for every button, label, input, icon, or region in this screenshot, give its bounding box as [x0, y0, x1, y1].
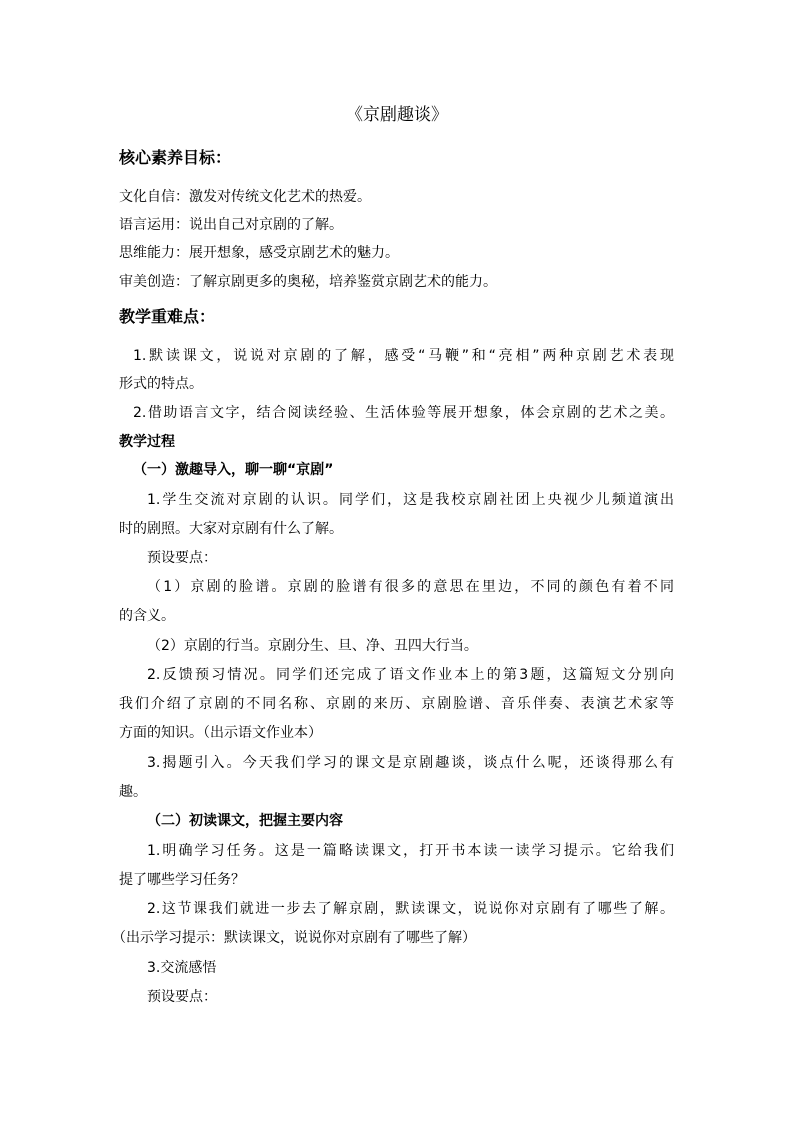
section-heading: （二）初读课文，把握主要内容	[147, 813, 343, 829]
core-goal-item: 思维能力：展开想象，感受京剧艺术的魅力。	[119, 245, 399, 261]
key-point-line: 2.借助语言文字，结合阅读经验、生活体验等展开想象，体会京剧的艺术之美。	[133, 405, 674, 421]
core-goals-heading: 核心素养目标：	[119, 148, 232, 167]
paragraph-line: 3.揭题引入。今天我们学习的课文是京剧趣谈，谈点什么呢，还谈得那么有	[147, 755, 674, 771]
key-point-line: 1.默读课文，说说对京剧的了解，感受“马鞭”和“亮相”两种京剧艺术表现	[133, 348, 674, 364]
section-heading: （一）激趣导入，聊一聊“京剧”	[133, 462, 334, 478]
core-goal-item: 文化自信：激发对传统文化艺术的热爱。	[119, 189, 371, 205]
paragraph-line: 的含义。	[119, 608, 175, 624]
paragraph-line: 我们介绍了京剧的不同名称、京剧的来历、京剧脸谱、音乐伴奏、表演艺术家等	[119, 696, 674, 712]
paragraph-line: 提了哪些学习任务？	[119, 872, 245, 888]
paragraph-line: 2.这节课我们就进一步去了解京剧，默读课文，说说你对京剧有了哪些了解。	[147, 901, 674, 917]
paragraph-line: 方面的知识。（出示语文作业本）	[119, 725, 322, 741]
paragraph-line: 预设要点：	[147, 989, 217, 1005]
paragraph-line: 预设要点：	[147, 550, 217, 566]
paragraph-line: 1.学生交流对京剧的认识。同学们，这是我校京剧社团上央视少儿频道演出	[147, 492, 674, 508]
key-points-heading: 教学重难点：	[119, 307, 216, 326]
paragraph-line: （1）京剧的脸谱。京剧的脸谱有很多的意思在里边，不同的颜色有着不同	[147, 579, 674, 595]
paragraph-line: 时的剧照。大家对京剧有什么了解。	[119, 521, 343, 537]
paragraph-line: 1.明确学习任务。这是一篇略读课文，打开书本读一读学习提示。它给我们	[147, 843, 674, 859]
core-goal-item: 审美创造：了解京剧更多的奥秘，培养鉴赏京剧艺术的能力。	[119, 274, 497, 290]
paragraph-line: 趣。	[119, 784, 147, 800]
paragraph-line: （2）京剧的行当。京剧分生、旦、净、丑四大行当。	[147, 638, 478, 654]
process-heading: 教学过程	[119, 434, 175, 450]
key-point-line: 形式的特点。	[119, 376, 203, 392]
core-goal-item: 语言运用：说出自己对京剧的了解。	[119, 217, 343, 233]
document-title: 《京剧趣谈》	[346, 105, 448, 125]
paragraph-line: （出示学习提示：默读课文，说说你对京剧有了哪些了解）	[112, 930, 476, 946]
paragraph-line: 2.反馈预习情况。同学们还完成了语文作业本上的第3题，这篇短文分别向	[147, 667, 674, 683]
paragraph-line: 3.交流感悟	[147, 960, 217, 976]
